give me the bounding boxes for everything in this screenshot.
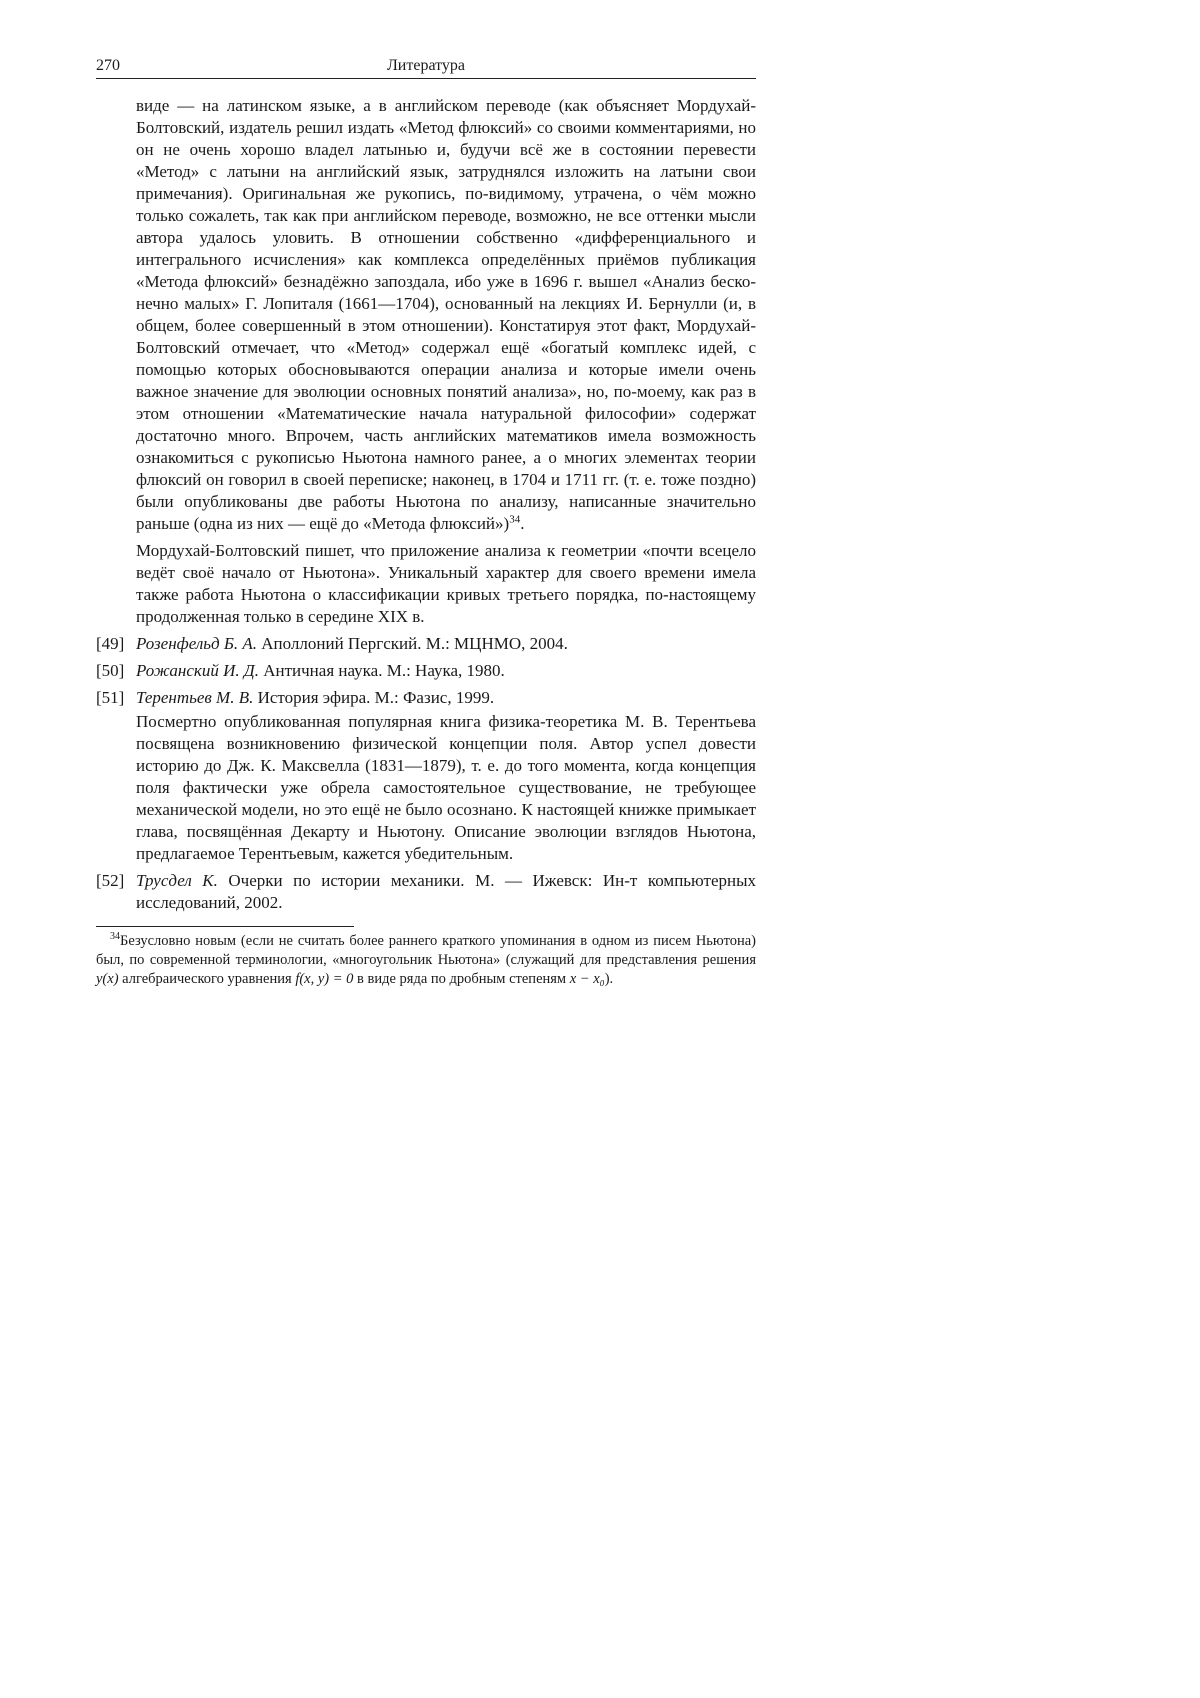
reference-annotation: Посмертно опубликованная популярная книга физика-теоретика М. В. Те­рентьева посвящена возникновению физической концепции поля. Автор успел довести историю до Дж. К. Максвелла (1831—1879), т. е. до того момента, когда концепция поля фактически уже обрела самостоятельное существование, не требующее механической модели, но это ещё не было осознано. К настоящей книжке примыкает глава, посвящённая Декарту и Ньютону. Описание эволюции взглядов Ньютона, предлагаемое Терен­тьевым, кажется убедительным. [136, 711, 756, 865]
footnote-math-y: y(x) [96, 971, 119, 987]
paragraph-1-end: . [520, 514, 524, 533]
footnote-text-middle: алгебраического уравнения [119, 971, 296, 987]
reference-51 [96, 687, 756, 865]
footnote-rule [96, 926, 354, 927]
reference-title: Аполлоний Пергский. М.: МЦНМО, 2004. [261, 634, 568, 653]
book-page [96, 52, 756, 989]
reference-number: [50] [96, 660, 124, 682]
footnote-text-end: ). [605, 971, 613, 987]
footnote-text-before: Безусловно новым (если не считать более раннего краткого упоминания в одном из писем Ньютона) был, по современной терминологии, «многоугольник Ньютона» (служащий для представления решения [96, 933, 756, 968]
reference-title: Античная наука. М.: Наука, 1980. [263, 661, 505, 680]
reference-author: Терентьев М. В. [136, 688, 253, 707]
footnote-math-equation: f(x, y) = 0 [295, 971, 353, 987]
reference-title: История эфира. М.: Фазис, 1999. [258, 688, 494, 707]
running-title: Литература [96, 55, 756, 77]
reference-title: Очерки по истории механики. М. — Ижевск: Ин-т компью­терных исследований, 2002. [136, 871, 756, 912]
reference-50 [96, 660, 756, 682]
page-number: 270 [96, 55, 120, 77]
paragraph-1 [96, 95, 756, 535]
paragraph-1-text: виде — на латинском языке, а в английском переводе (как объясняет Мор­духай-Болтовский, издатель решил издать «Метод флюксий» со своими комментариями, но он не очень хорошо владел латынью и, будучи всё же в состоянии перевести «Метод» с латыни на английский язык, затруд­нялся изложить на латыни свои примечания). Оригинальная же руко­пись, по-видимому, утрачена, о чём можно только сожалеть, так как при английском переводе, возможно, не все оттенки мысли автора удалось уловить. В отношении собственно «дифференциального и интегрального исчисления» как комплекса определённых приёмов публикация «Метода флюксий» безнадёжно запоздала, ибо уже в 1696 г. вышел «Анализ беско­нечно малых» Г. Лопиталя (1661—1704), основанный на лекциях И. Бер­нулли (и, в общем, более совершенный в этом отношении). Констатируя этот факт, Мордухай-Болтовский отмечает, что «Метод» содержал ещё «богатый комплекс идей, с помощью которых обосновываются операции анализа и которые имели очень важное значение для эволюции основных понятий анализа», но, по-моему, как раз в этом отношении «Математиче­ские начала натуральной философии» содержат достаточно много. Впро­чем, часть английских математиков имела возможность ознакомиться с рукописью Ньютона намного ранее, а о многих элементах теории флюк­сий он говорил в своей переписке; наконец, в 1704 и 1711 гг. (т. е. тоже поздно) были опубликованы две работы Ньютона по анализу, написанные значительно раньше (одна из них — ещё до «Метода флюксий») [136, 96, 756, 533]
reference-author: Розенфельд Б. А. [136, 634, 257, 653]
running-head [96, 52, 756, 79]
reference-49 [96, 633, 756, 655]
reference-author: Трусдел К. [136, 871, 218, 890]
footnote-text-after: в виде ряда по дробным степеням [353, 971, 569, 987]
reference-number: [49] [96, 633, 124, 655]
reference-number: [52] [96, 870, 124, 892]
reference-number: [51] [96, 687, 124, 709]
footnote-math-series: x − x₀ [570, 971, 605, 987]
paragraph-2: Мордухай-Болтовский пишет, что приложение анализа к геометрии «по­чти всецело ведёт своё начало от Ньютона». Уникальный характер для своего времени имела также работа Ньютона о классификации кривых третьего порядка, по-настоящему продолженная только в середине XIX в. [96, 540, 756, 628]
footnote-34 [96, 932, 756, 989]
reference-52 [96, 870, 756, 914]
page-body [96, 95, 756, 989]
reference-author: Рожанский И. Д. [136, 661, 259, 680]
footnote-ref-34[interactable]: 34 [509, 513, 520, 525]
footnote-mark: 34 [110, 931, 120, 942]
